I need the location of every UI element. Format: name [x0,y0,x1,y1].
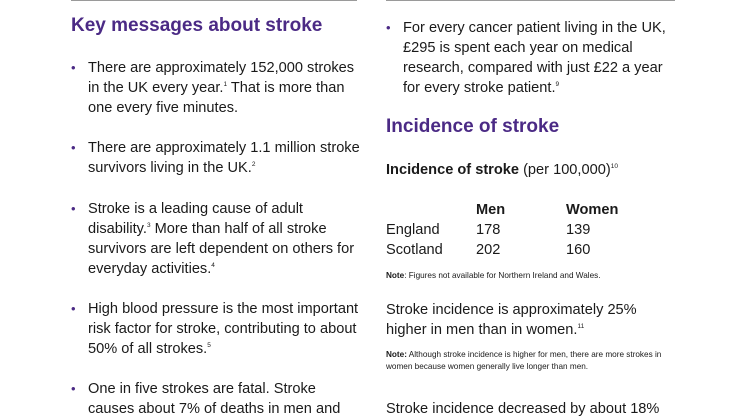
bullet-item: • For every cancer patient living in the UK, £295 is spent each year on medical research, compared with just £22 a year for every stroke patient.$^9$ [386,20,666,96]
table-row [386,220,656,240]
incidence-paragraph: Stroke incidence is approximately 25% higher in men than in women.$^{11}$ [386,302,637,338]
incidence-table [386,200,656,260]
key-messages-heading: Key messages about stroke [71,15,323,36]
bullet-item: • There are approximately 152,000 strokes in the UK every year.$^1$ That is more than one every five minutes. [71,60,355,116]
table-header-men: Men [476,202,506,218]
bullet-dot: • [71,301,76,316]
bullet-item: • Stroke is a leading cause of adult disability.$^3$ More than half of all stroke survivors are left dependent on others for everyday activities.$^4$ [71,201,355,277]
bullet-item: • There are approximately 1.1 million stroke survivors living in the UK.$^2$ [71,140,360,176]
bullet-dot: • [71,60,76,75]
table-header-row [386,200,656,220]
bullet-item: • One in five strokes are fatal. Stroke causes about 7% of deaths in men and [71,381,341,417]
bullet-dot: • [386,20,391,35]
incidence-decrease-paragraph: Stroke incidence decreased by about 18% [386,401,660,417]
table-header-women: Women [566,202,619,218]
top-rule-right [386,0,675,1]
table-row [386,240,656,260]
table-caption: Incidence of stroke (per 100,000)$^{10}$ [386,162,618,178]
row-label: England [386,222,440,238]
women-value: 139 [566,222,591,238]
note-gender: Note: Although stroke incidence is higher for men, there are more strokes in women because women generally live longer than men. [386,350,662,371]
top-rule-left [71,0,357,1]
row-label: Scotland [386,242,443,258]
bullet-item: • High blood pressure is the most important risk factor for stroke, contributing to about 50% of all strokes.$^5$ [71,301,359,357]
men-value: 178 [476,222,501,238]
women-value: 160 [566,242,591,258]
bullet-dot: • [71,201,76,216]
bullet-dot: • [71,381,76,396]
note-regions: Note: Figures not available for Northern Ireland and Wales. [386,271,601,280]
men-value: 202 [476,242,501,258]
bullet-dot: • [71,140,76,155]
table-header-empty [386,200,476,220]
incidence-heading: Incidence of stroke [386,116,560,137]
